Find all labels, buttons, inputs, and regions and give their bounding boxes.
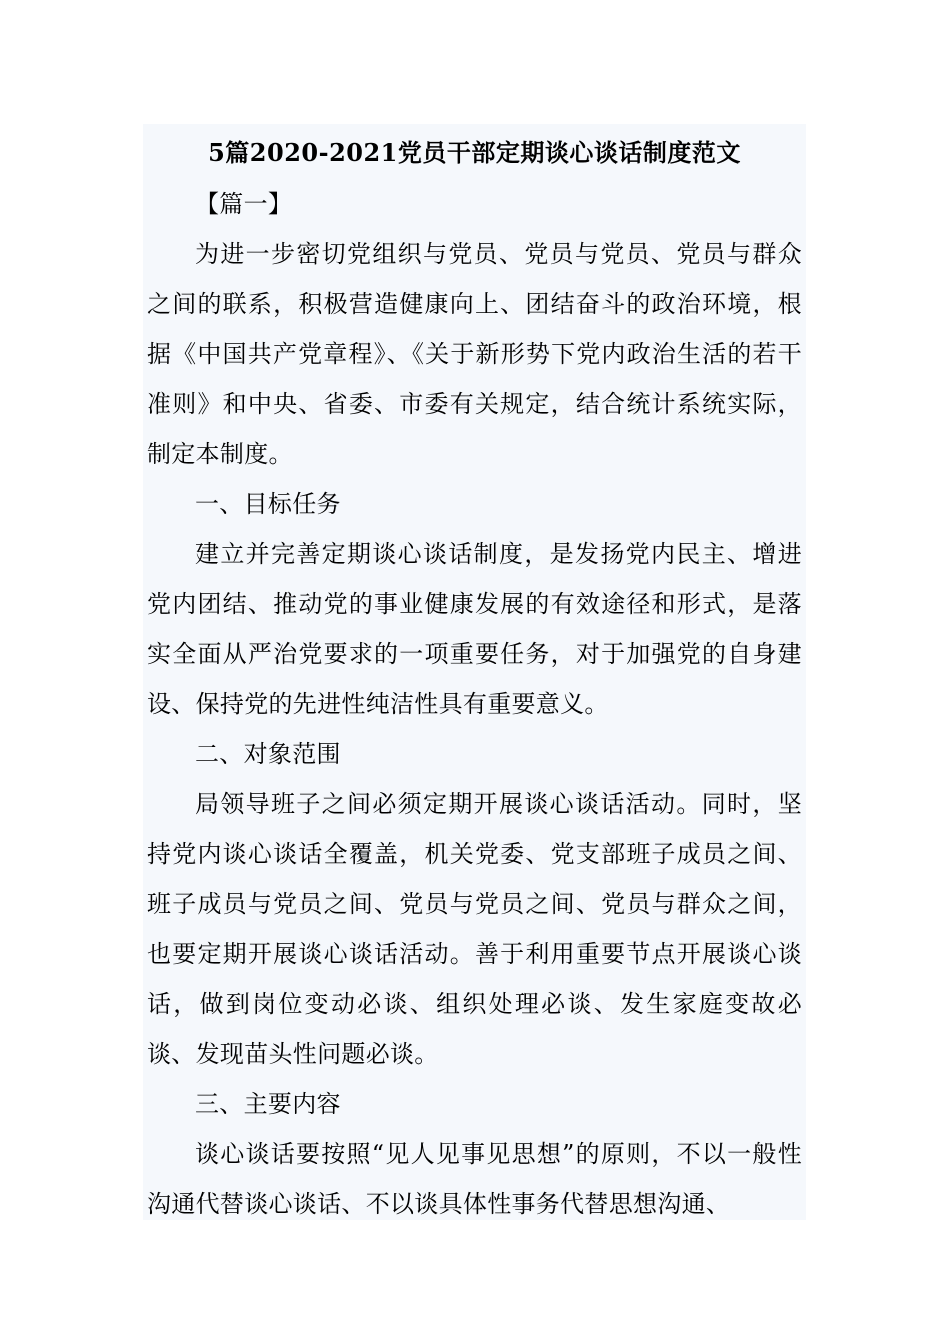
scope-paragraph: 局领导班子之间必须定期开展谈心谈话活动。同时，坚持党内谈心谈话全覆盖，机关党委、党支部班子成员之间、班子成员与党员之间、党员与党员之间、党员与群众之间，也要定期开展谈心谈话活动。善于利用重要节点开展谈心谈话，做到岗位变动必谈、组织处理必谈、发生家庭变故必谈、发现苗头性问题必谈。 — [147, 790, 802, 1068]
intro-paragraph: 为进一步密切党组织与党员、党员与党员、党员与群众之间的联系，积极营造健康向上、团结奋斗的政治环境，根据《中国共产党章程》、《关于新形势下党内政治生活的若干准则》和中央、省委、市委有关规定，结合统计系统实际，制定本制度。 — [147, 240, 802, 468]
section-label-part-one: 【篇一】 — [195, 190, 293, 218]
document-body — [147, 179, 802, 1220]
document-title: 5篇2020-2021党员干部定期谈心谈话制度范文 — [208, 138, 741, 167]
heading-main-content: 三、主要内容 — [195, 1090, 341, 1118]
heading-scope: 二、对象范围 — [195, 740, 341, 768]
document-content — [143, 124, 806, 1220]
heading-objectives: 一、目标任务 — [195, 490, 341, 518]
main-content-paragraph: 谈心谈话要按照“见人见事见思想”的原则，不以一般性沟通代替谈心谈话、不以谈具体性事务代替思想沟通、 — [147, 1140, 802, 1218]
objectives-paragraph: 建立并完善定期谈心谈话制度，是发扬党内民主、增进党内团结、推动党的事业健康发展的有效途径和形式，是落实全面从严治党要求的一项重要任务，对于加强党的自身建设、保持党的先进性纯洁性具有重要意义。 — [147, 540, 802, 718]
